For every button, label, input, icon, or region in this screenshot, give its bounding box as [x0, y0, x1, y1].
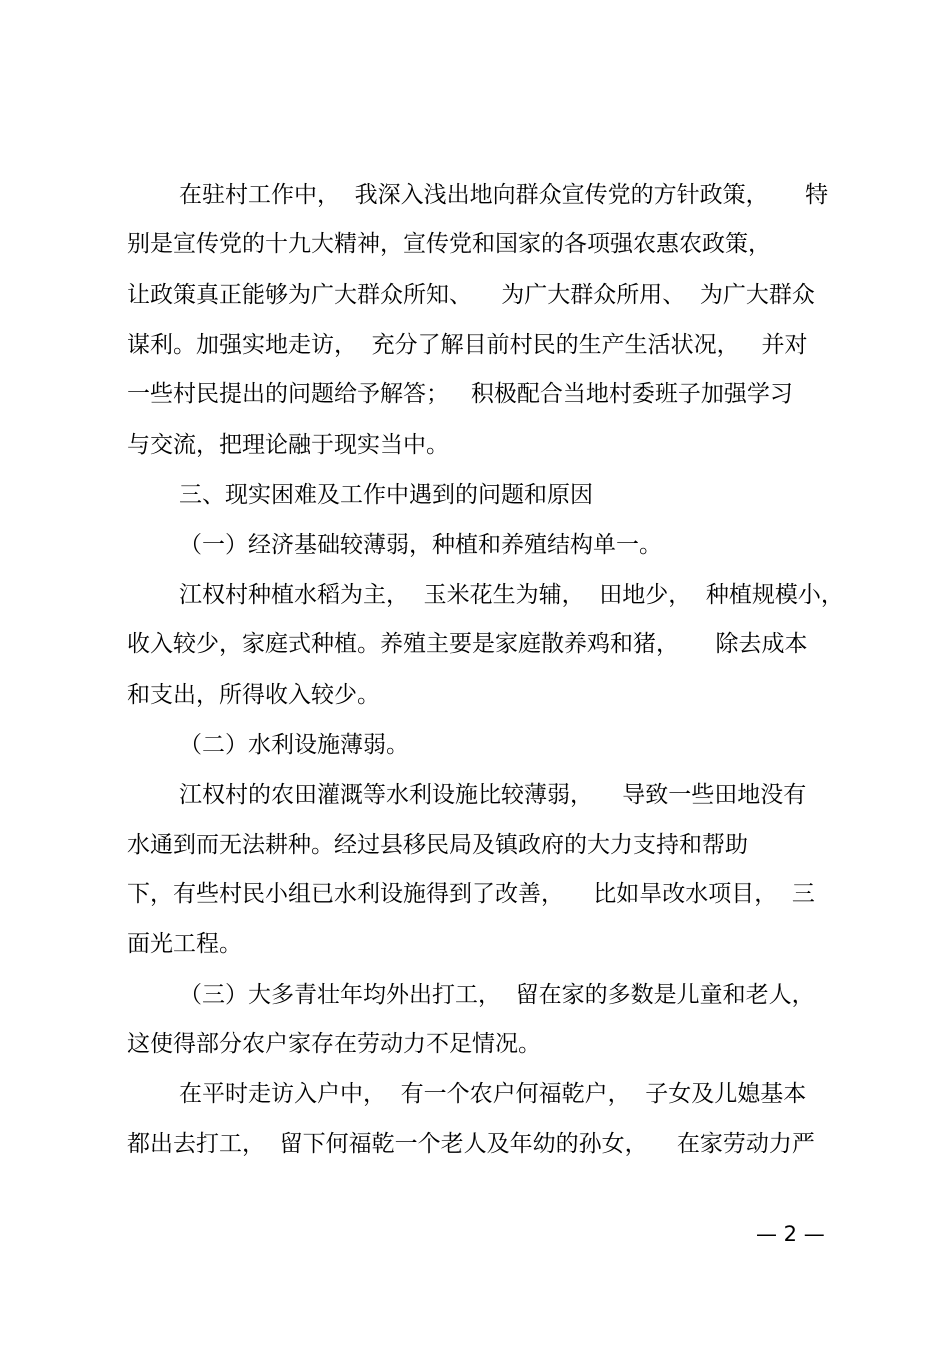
page-number: — 2 —	[756, 1222, 825, 1246]
section-heading: 三、现实困难及工作中遇到的问题和原因	[179, 482, 593, 508]
text-line: 江权村种植水稻为主， 玉米花生为辅， 田地少， 种植规模小，	[179, 582, 844, 608]
text-line: 这使得部分农户家存在劳动力不足情况。	[127, 1031, 541, 1057]
text-line: 在驻村工作中， 我深入浅出地向群众宣传党的方针政策， 特	[179, 182, 829, 208]
text-line: 与交流，把理论融于现实当中。	[127, 432, 449, 458]
text-line: 都出去打工， 留下何福乾一个老人及年幼的孙女， 在家劳动力严	[127, 1131, 815, 1157]
text-line: 让政策真正能够为广大群众所知、 为广大群众所用、 为广大群众	[127, 282, 815, 308]
text-line: 水通到而无法耕种。经过县移民局及镇政府的大力支持和帮助	[127, 832, 748, 858]
text-line: 别是宣传党的十九大精神，宣传党和国家的各项强农惠农政策，	[127, 231, 771, 257]
text-line: 一些村民提出的问题给予解答； 积极配合当地村委班子加强学习	[127, 381, 793, 407]
text-line: 江权村的农田灌溉等水利设施比较薄弱， 导致一些田地没有	[179, 782, 807, 808]
text-line: 下，有些村民小组已水利设施得到了改善， 比如旱改水项目， 三	[127, 881, 815, 907]
text-line: 和支出，所得收入较少。	[127, 682, 380, 708]
text-line: 在平时走访入户中， 有一个农户何福乾户， 子女及儿媳基本	[179, 1081, 807, 1107]
text-line: 谋利。加强实地走访， 充分了解目前村民的生产生活状况， 并对	[127, 332, 808, 358]
subsection-heading: （三）大多青壮年均外出打工， 留在家的多数是儿童和老人，	[179, 982, 815, 1008]
subsection-heading: （一）经济基础较薄弱，种植和养殖结构单一。	[179, 532, 662, 558]
subsection-heading: （二）水利设施薄弱。	[179, 732, 409, 758]
text-line: 面光工程。	[127, 931, 242, 957]
text-line: 收入较少，家庭式种植。养殖主要是家庭散养鸡和猪， 除去成本	[127, 631, 808, 657]
